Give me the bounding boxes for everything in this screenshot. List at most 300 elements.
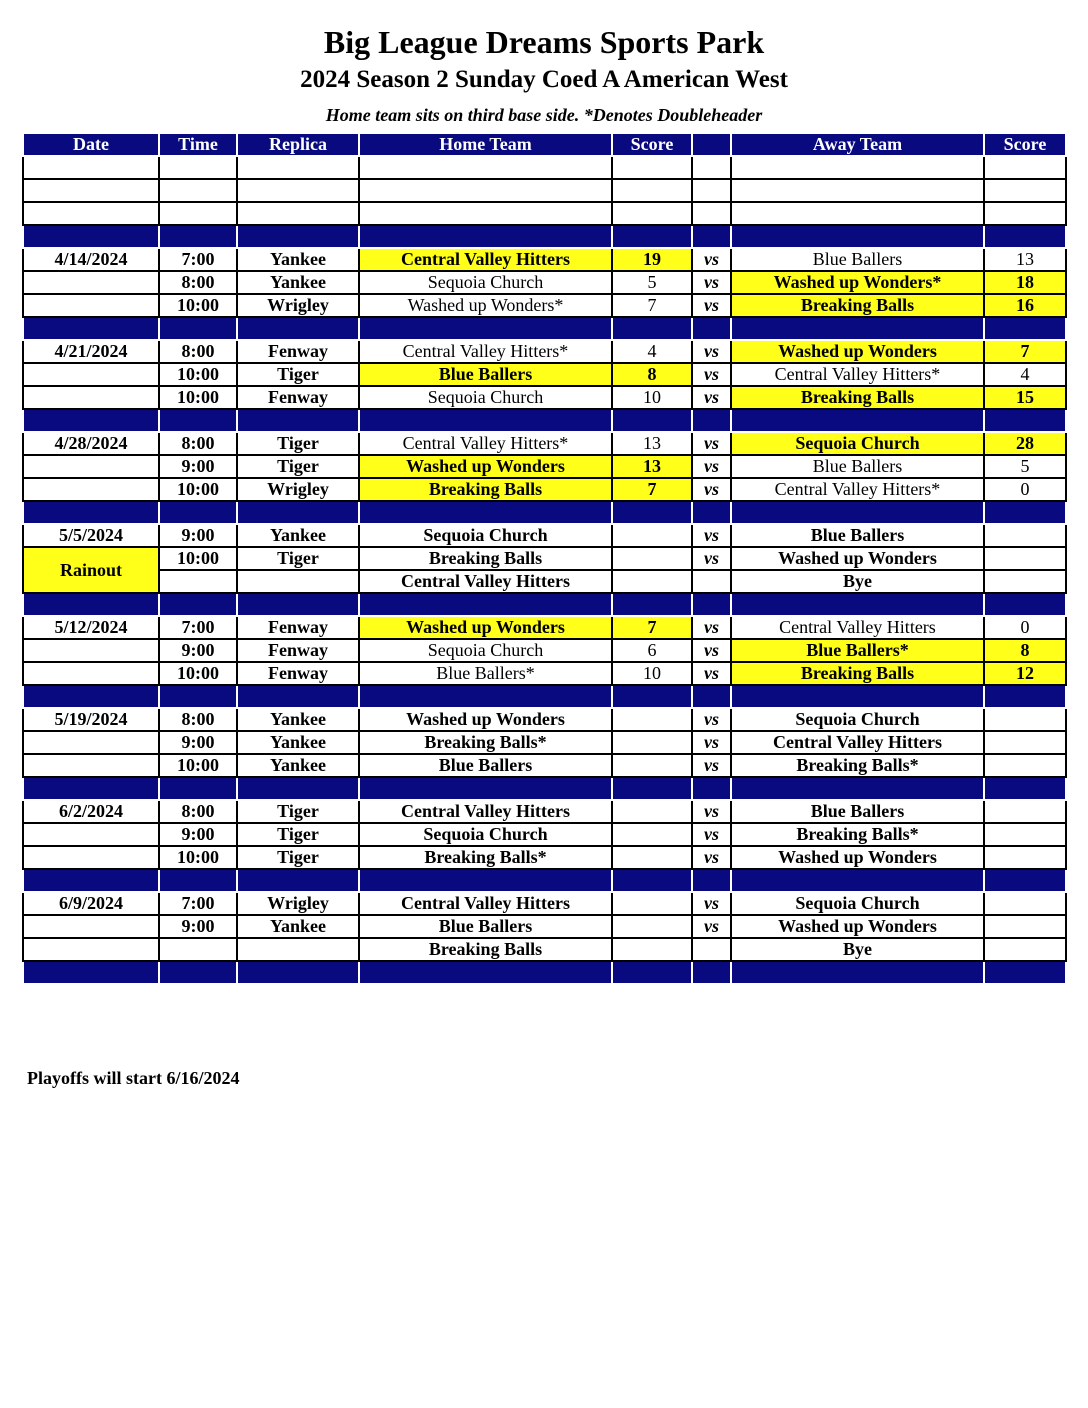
blank-cell: [984, 202, 1066, 225]
game-field: [237, 570, 359, 593]
away-team: Central Valley Hitters*: [731, 478, 984, 501]
game-time: 10:00: [159, 547, 237, 570]
game-date: [23, 662, 159, 685]
away-score: [984, 892, 1066, 915]
schedule-body: [23, 156, 1066, 984]
away-score: [984, 800, 1066, 823]
separator-cell: [359, 869, 612, 892]
vs-label: vs: [692, 892, 731, 915]
separator-cell: [731, 225, 984, 248]
game-time: 9:00: [159, 731, 237, 754]
game-row: [23, 340, 1066, 363]
separator-cell: [359, 501, 612, 524]
home-score: [612, 892, 692, 915]
separator-cell: [159, 409, 237, 432]
game-date: [23, 363, 159, 386]
week-separator-row: [23, 409, 1066, 432]
game-field: Yankee: [237, 754, 359, 777]
col-header-home-score: Score: [612, 133, 692, 156]
game-row: [23, 754, 1066, 777]
home-score: [612, 754, 692, 777]
separator-cell: [159, 869, 237, 892]
separator-cell: [237, 869, 359, 892]
separator-cell: [237, 961, 359, 984]
away-score: [984, 708, 1066, 731]
separator-cell: [23, 869, 159, 892]
game-date: [23, 915, 159, 938]
game-date: 5/12/2024: [23, 616, 159, 639]
blank-cell: [984, 179, 1066, 202]
away-score: [984, 823, 1066, 846]
game-row: [23, 478, 1066, 501]
blank-cell: [359, 156, 612, 179]
separator-cell: [23, 593, 159, 616]
home-team: Blue Ballers: [359, 754, 612, 777]
away-score: 18: [984, 271, 1066, 294]
game-field: Yankee: [237, 731, 359, 754]
game-time: 7:00: [159, 248, 237, 271]
game-row: [23, 662, 1066, 685]
home-team: Breaking Balls*: [359, 731, 612, 754]
game-field: Tiger: [237, 455, 359, 478]
separator-cell: [23, 225, 159, 248]
separator-cell: [692, 501, 731, 524]
game-field: Fenway: [237, 662, 359, 685]
vs-label: vs: [692, 823, 731, 846]
blank-cell: [612, 156, 692, 179]
home-score: 7: [612, 616, 692, 639]
away-team: Blue Ballers*: [731, 639, 984, 662]
home-score: [612, 800, 692, 823]
game-field: Wrigley: [237, 294, 359, 317]
game-row: [23, 846, 1066, 869]
home-team: Central Valley Hitters*: [359, 340, 612, 363]
separator-cell: [359, 777, 612, 800]
separator-cell: [984, 961, 1066, 984]
home-team: Blue Ballers: [359, 363, 612, 386]
blank-cell: [692, 179, 731, 202]
away-score: [984, 938, 1066, 961]
blank-row: [23, 202, 1066, 225]
game-time: 10:00: [159, 294, 237, 317]
game-field: Yankee: [237, 708, 359, 731]
away-score: [984, 524, 1066, 547]
game-row: [23, 386, 1066, 409]
game-time: 8:00: [159, 800, 237, 823]
game-time: 9:00: [159, 915, 237, 938]
separator-cell: [731, 685, 984, 708]
game-row: [23, 294, 1066, 317]
game-date: [23, 754, 159, 777]
col-header-vs: [692, 133, 731, 156]
away-score: 0: [984, 616, 1066, 639]
away-score: [984, 731, 1066, 754]
game-date: 6/2/2024: [23, 800, 159, 823]
rainout-cell: Rainout: [23, 547, 159, 593]
home-score: 4: [612, 340, 692, 363]
home-team: Breaking Balls*: [359, 846, 612, 869]
home-team: Blue Ballers: [359, 915, 612, 938]
home-score: 5: [612, 271, 692, 294]
away-team: Washed up Wonders: [731, 915, 984, 938]
home-score: 10: [612, 386, 692, 409]
game-field: Yankee: [237, 248, 359, 271]
game-field: Fenway: [237, 386, 359, 409]
blank-cell: [159, 202, 237, 225]
game-row: [23, 892, 1066, 915]
home-team: Washed up Wonders: [359, 708, 612, 731]
game-time: 7:00: [159, 892, 237, 915]
separator-cell: [359, 225, 612, 248]
away-score: [984, 915, 1066, 938]
home-score: 13: [612, 432, 692, 455]
week-separator-row: [23, 501, 1066, 524]
home-team: Breaking Balls: [359, 478, 612, 501]
vs-label: vs: [692, 754, 731, 777]
separator-cell: [159, 317, 237, 340]
separator-cell: [731, 869, 984, 892]
separator-cell: [359, 317, 612, 340]
home-team: Sequoia Church: [359, 639, 612, 662]
game-date: [23, 823, 159, 846]
week-separator-row: [23, 869, 1066, 892]
game-field: Tiger: [237, 823, 359, 846]
game-row: [23, 455, 1066, 478]
separator-cell: [23, 409, 159, 432]
game-field: Fenway: [237, 616, 359, 639]
blank-cell: [237, 202, 359, 225]
home-team: Sequoia Church: [359, 386, 612, 409]
col-header-away-score: Score: [984, 133, 1066, 156]
away-team: Blue Ballers: [731, 524, 984, 547]
week-separator-row: [23, 777, 1066, 800]
week-separator-row: [23, 317, 1066, 340]
game-row: [23, 248, 1066, 271]
away-score: 0: [984, 478, 1066, 501]
game-time: 9:00: [159, 823, 237, 846]
game-row: [23, 547, 1066, 570]
home-score: [612, 731, 692, 754]
blank-cell: [159, 179, 237, 202]
home-score: [612, 570, 692, 593]
vs-label: vs: [692, 639, 731, 662]
game-row: [23, 432, 1066, 455]
away-team: Blue Ballers: [731, 248, 984, 271]
away-team: Breaking Balls*: [731, 754, 984, 777]
separator-cell: [359, 961, 612, 984]
game-date: [23, 271, 159, 294]
separator-cell: [612, 501, 692, 524]
blank-cell: [359, 202, 612, 225]
blank-cell: [731, 156, 984, 179]
home-team: Sequoia Church: [359, 524, 612, 547]
separator-cell: [359, 685, 612, 708]
away-team: Washed up Wonders: [731, 547, 984, 570]
game-field: Yankee: [237, 915, 359, 938]
game-time: 8:00: [159, 708, 237, 731]
separator-cell: [612, 317, 692, 340]
game-time: 9:00: [159, 455, 237, 478]
game-time: 10:00: [159, 386, 237, 409]
col-header-time: Time: [159, 133, 237, 156]
separator-cell: [237, 501, 359, 524]
separator-cell: [731, 501, 984, 524]
home-team: Central Valley Hitters*: [359, 432, 612, 455]
blank-cell: [159, 156, 237, 179]
separator-cell: [692, 593, 731, 616]
away-score: 16: [984, 294, 1066, 317]
vs-label: vs: [692, 294, 731, 317]
col-header-home-team: Home Team: [359, 133, 612, 156]
blank-cell: [984, 156, 1066, 179]
home-score: 10: [612, 662, 692, 685]
blank-row: [23, 179, 1066, 202]
separator-cell: [612, 869, 692, 892]
vs-label: vs: [692, 731, 731, 754]
home-team: Central Valley Hitters: [359, 800, 612, 823]
separator-cell: [612, 409, 692, 432]
home-team: Central Valley Hitters: [359, 570, 612, 593]
blank-cell: [23, 179, 159, 202]
away-team: Breaking Balls*: [731, 823, 984, 846]
separator-cell: [359, 593, 612, 616]
separator-cell: [692, 961, 731, 984]
blank-cell: [23, 202, 159, 225]
home-score: [612, 708, 692, 731]
game-time: 10:00: [159, 363, 237, 386]
home-team: Sequoia Church: [359, 271, 612, 294]
away-team: Blue Ballers: [731, 455, 984, 478]
separator-cell: [984, 685, 1066, 708]
game-field: Tiger: [237, 547, 359, 570]
separator-cell: [692, 225, 731, 248]
vs-label: vs: [692, 340, 731, 363]
game-field: Tiger: [237, 846, 359, 869]
col-header-replica: Replica: [237, 133, 359, 156]
week-separator-row: [23, 685, 1066, 708]
home-score: [612, 938, 692, 961]
game-date: [23, 478, 159, 501]
game-field: Wrigley: [237, 478, 359, 501]
blank-cell: [692, 202, 731, 225]
game-field: Wrigley: [237, 892, 359, 915]
separator-cell: [159, 225, 237, 248]
away-team: Washed up Wonders*: [731, 271, 984, 294]
game-row: [23, 823, 1066, 846]
game-date: [23, 938, 159, 961]
game-date: 5/19/2024: [23, 708, 159, 731]
home-team: Washed up Wonders: [359, 616, 612, 639]
blank-cell: [731, 179, 984, 202]
separator-cell: [237, 593, 359, 616]
game-time: 9:00: [159, 524, 237, 547]
vs-label: vs: [692, 432, 731, 455]
vs-label: vs: [692, 547, 731, 570]
game-field: Yankee: [237, 271, 359, 294]
home-score: 19: [612, 248, 692, 271]
game-date: 4/28/2024: [23, 432, 159, 455]
separator-cell: [692, 317, 731, 340]
away-score: [984, 547, 1066, 570]
separator-cell: [23, 961, 159, 984]
game-row: [23, 938, 1066, 961]
home-score: 13: [612, 455, 692, 478]
home-score: 7: [612, 294, 692, 317]
home-team: Breaking Balls: [359, 938, 612, 961]
vs-label: vs: [692, 478, 731, 501]
away-score: [984, 570, 1066, 593]
game-date: 4/14/2024: [23, 248, 159, 271]
blank-row: [23, 156, 1066, 179]
separator-cell: [731, 317, 984, 340]
blank-cell: [237, 179, 359, 202]
away-score: [984, 846, 1066, 869]
away-score: 15: [984, 386, 1066, 409]
away-team: Central Valley Hitters*: [731, 363, 984, 386]
away-score: 4: [984, 363, 1066, 386]
home-team: Sequoia Church: [359, 823, 612, 846]
separator-cell: [612, 777, 692, 800]
home-team: Blue Ballers*: [359, 662, 612, 685]
blank-cell: [612, 202, 692, 225]
separator-cell: [159, 961, 237, 984]
game-row: [23, 731, 1066, 754]
home-score: 8: [612, 363, 692, 386]
game-date: 5/5/2024: [23, 524, 159, 547]
home-score: [612, 524, 692, 547]
separator-cell: [159, 501, 237, 524]
game-field: Tiger: [237, 800, 359, 823]
away-team: Central Valley Hitters: [731, 616, 984, 639]
separator-cell: [612, 593, 692, 616]
game-row: [23, 271, 1066, 294]
week-separator-row: [23, 961, 1066, 984]
away-score: 13: [984, 248, 1066, 271]
away-team: Central Valley Hitters: [731, 731, 984, 754]
away-team: Bye: [731, 938, 984, 961]
away-team: Sequoia Church: [731, 892, 984, 915]
game-time: 9:00: [159, 639, 237, 662]
separator-cell: [731, 961, 984, 984]
game-row: [23, 570, 1066, 593]
blank-cell: [612, 179, 692, 202]
col-header-date: Date: [23, 133, 159, 156]
away-score: 5: [984, 455, 1066, 478]
home-team: Central Valley Hitters: [359, 248, 612, 271]
separator-cell: [984, 317, 1066, 340]
game-row: [23, 616, 1066, 639]
separator-cell: [692, 869, 731, 892]
vs-label: vs: [692, 800, 731, 823]
game-date: [23, 846, 159, 869]
home-score: [612, 547, 692, 570]
game-date: [23, 294, 159, 317]
game-row: [23, 639, 1066, 662]
vs-label: vs: [692, 455, 731, 478]
game-time: 8:00: [159, 271, 237, 294]
home-team: Washed up Wonders*: [359, 294, 612, 317]
game-field: Fenway: [237, 639, 359, 662]
vs-label: vs: [692, 524, 731, 547]
game-row: [23, 524, 1066, 547]
col-header-away-team: Away Team: [731, 133, 984, 156]
playoffs-note: Playoffs will start 6/16/2024: [27, 1068, 240, 1088]
game-field: [237, 938, 359, 961]
home-score: [612, 846, 692, 869]
game-field: Fenway: [237, 340, 359, 363]
vs-label: vs: [692, 662, 731, 685]
home-score: 7: [612, 478, 692, 501]
vs-label: vs: [692, 363, 731, 386]
separator-cell: [237, 409, 359, 432]
game-time: 10:00: [159, 478, 237, 501]
game-row: [23, 915, 1066, 938]
separator-cell: [612, 685, 692, 708]
separator-cell: [984, 501, 1066, 524]
header-row: [23, 133, 1066, 156]
game-time: [159, 938, 237, 961]
away-team: Washed up Wonders: [731, 846, 984, 869]
blank-cell: [23, 156, 159, 179]
game-row: [23, 708, 1066, 731]
game-date: [23, 455, 159, 478]
away-score: [984, 754, 1066, 777]
game-time: 8:00: [159, 340, 237, 363]
game-time: 7:00: [159, 616, 237, 639]
away-score: 28: [984, 432, 1066, 455]
game-field: Tiger: [237, 363, 359, 386]
vs-label: vs: [692, 386, 731, 409]
away-team: Breaking Balls: [731, 294, 984, 317]
separator-cell: [612, 225, 692, 248]
game-date: 6/9/2024: [23, 892, 159, 915]
separator-cell: [23, 501, 159, 524]
separator-cell: [23, 317, 159, 340]
vs-label: vs: [692, 616, 731, 639]
away-score: 12: [984, 662, 1066, 685]
separator-cell: [984, 225, 1066, 248]
vs-label: [692, 570, 731, 593]
away-team: Sequoia Church: [731, 708, 984, 731]
schedule-note: Home team sits on third base side. *Denotes Doubleheader: [325, 105, 763, 125]
home-score: [612, 823, 692, 846]
home-team: Central Valley Hitters: [359, 892, 612, 915]
separator-cell: [692, 409, 731, 432]
separator-cell: [731, 777, 984, 800]
game-time: 10:00: [159, 754, 237, 777]
game-date: [23, 731, 159, 754]
away-team: Breaking Balls: [731, 386, 984, 409]
separator-cell: [731, 593, 984, 616]
blank-cell: [237, 156, 359, 179]
vs-label: vs: [692, 846, 731, 869]
game-field: Tiger: [237, 432, 359, 455]
separator-cell: [984, 869, 1066, 892]
blank-cell: [731, 202, 984, 225]
game-time: 10:00: [159, 662, 237, 685]
vs-label: vs: [692, 708, 731, 731]
separator-cell: [984, 777, 1066, 800]
separator-cell: [359, 409, 612, 432]
separator-cell: [23, 777, 159, 800]
away-team: Washed up Wonders: [731, 340, 984, 363]
separator-cell: [984, 409, 1066, 432]
home-score: 6: [612, 639, 692, 662]
separator-cell: [159, 593, 237, 616]
separator-cell: [612, 961, 692, 984]
game-date: 4/21/2024: [23, 340, 159, 363]
separator-cell: [237, 685, 359, 708]
